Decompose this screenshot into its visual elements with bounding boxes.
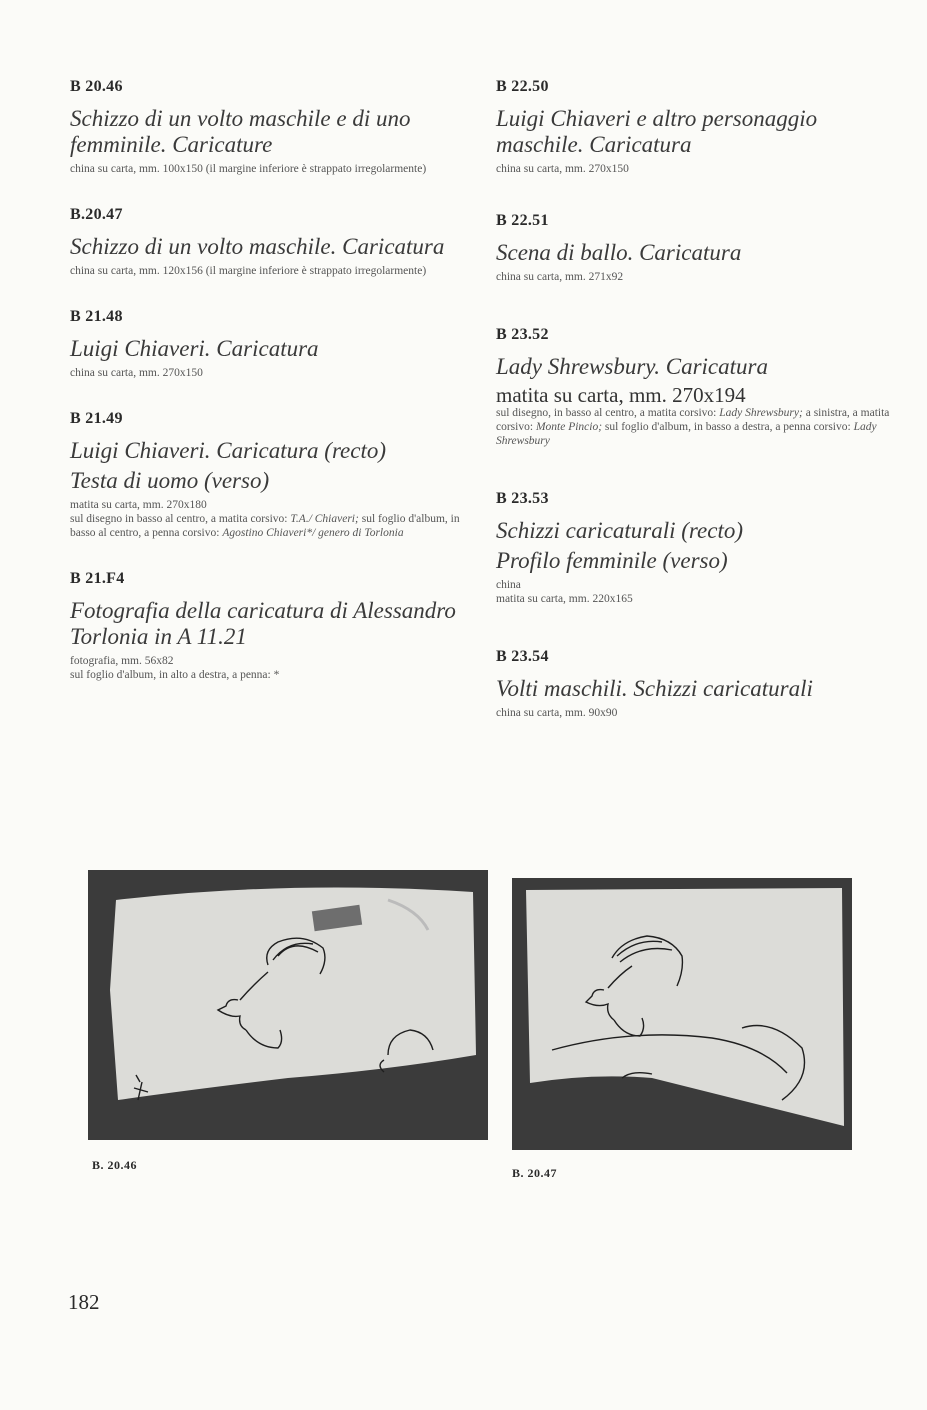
entry-description: matita su carta, mm. 270x180 <box>70 499 207 511</box>
entry-description: china su carta, mm. 271x92 <box>496 271 624 283</box>
catalog-entry <box>496 326 896 448</box>
entry-description: china su carta, mm. 100x150 (il margine inferiore è strappato irregolarmente) <box>70 163 427 175</box>
entry-code: B 23.53 <box>496 490 549 507</box>
entry-description: matita su carta, mm. 220x165 <box>496 593 633 605</box>
page-number: 182 <box>68 1290 100 1314</box>
note-inscription: Lady Shrewsbury <box>496 421 877 447</box>
caricature-sketch <box>88 870 488 1140</box>
entry-title: Volti maschili. Schizzi caricaturali <box>496 676 813 701</box>
entry-description: china su carta, mm. 270x150 <box>496 163 629 175</box>
entry-title: Schizzi caricaturali (recto) <box>496 518 743 543</box>
note-text: sul foglio d'album, in basso al centro, a penna corsivo: <box>70 513 460 539</box>
entry-title: Schizzo di un volto maschile e di uno femminile. Caricature <box>70 106 411 157</box>
catalog-entry <box>496 490 896 606</box>
entry-code: B 23.52 <box>496 326 549 343</box>
entry-title: Scena di ballo. Caricatura <box>496 240 742 265</box>
caricature-sketch <box>512 878 852 1150</box>
entry-title: Schizzo di un volto maschile. Caricatura <box>70 234 445 259</box>
catalog-entry <box>70 410 470 540</box>
note-inscription: T.A./ Chiaveri; <box>290 513 359 525</box>
note-text: sul disegno, in basso al centro, a matita corsivo: <box>496 407 720 419</box>
note-inscription: Agostino Chiaveri*/ genero di Torlonia <box>222 527 404 539</box>
entry-title: Lady Shrewsbury. Caricatura <box>496 354 768 379</box>
entry-title: Luigi Chiaveri. Caricatura (recto) <box>70 438 387 463</box>
catalog-entry <box>70 78 470 176</box>
entry-code: B.20.47 <box>70 206 123 223</box>
entry-code: B 21.F4 <box>70 570 125 587</box>
note-inscription: Lady Shrewsbury; <box>719 407 803 419</box>
note-text: sul disegno in basso al centro, a matita corsivo: <box>70 513 291 525</box>
note-text: sul foglio d'album, in basso a destra, a penna corsivo: <box>602 421 854 433</box>
left-column <box>70 78 470 682</box>
entry-code: B 21.48 <box>70 308 123 325</box>
entry-description: china <box>496 579 521 591</box>
entry-description: matita su carta, mm. 270x194 <box>496 383 746 407</box>
entry-code: B 20.46 <box>70 78 123 95</box>
plate-caption: B. 20.46 <box>92 1158 138 1172</box>
entry-title-verso: Testa di uomo (verso) <box>70 468 270 493</box>
entry-title: Fotografia della caricatura di Alessandro Torlonia in A 11.21 <box>70 598 456 649</box>
catalog-entry <box>496 648 896 720</box>
entry-description: china su carta, mm. 270x150 <box>70 367 203 379</box>
entry-description: china su carta, mm. 90x90 <box>496 707 618 719</box>
entry-title: Luigi Chiaveri. Caricatura <box>70 336 319 361</box>
catalog-entry <box>70 308 470 380</box>
catalog-entry <box>70 206 470 278</box>
note-inscription: Monte Pincio; <box>535 421 603 433</box>
right-column <box>496 78 896 720</box>
catalog-entry <box>496 78 896 176</box>
catalog-entry <box>70 570 470 682</box>
plate-caption: B. 20.47 <box>512 1166 558 1180</box>
entry-code: B 23.54 <box>496 648 549 665</box>
entry-note <box>496 406 896 448</box>
note-text: a sinistra, a matita corsivo: <box>496 407 890 433</box>
catalog-entry <box>496 212 896 284</box>
entry-code: B 22.51 <box>496 212 549 229</box>
entry-note <box>70 512 470 540</box>
entry-description: fotografia, mm. 56x82 <box>70 655 174 667</box>
plate-image-b2046 <box>88 870 488 1140</box>
entry-code: B 21.49 <box>70 410 123 427</box>
plate-image-b2047 <box>512 878 852 1150</box>
entry-description: china su carta, mm. 120x156 (il margine inferiore è strappato irregolarmente) <box>70 265 427 277</box>
entry-title: Luigi Chiaveri e altro personaggio maschile. Caricatura <box>496 106 818 157</box>
entry-note: sul foglio d'album, in alto a destra, a penna: * <box>70 669 280 681</box>
entry-code: B 22.50 <box>496 78 549 95</box>
entry-title-verso: Profilo femminile (verso) <box>496 548 728 573</box>
